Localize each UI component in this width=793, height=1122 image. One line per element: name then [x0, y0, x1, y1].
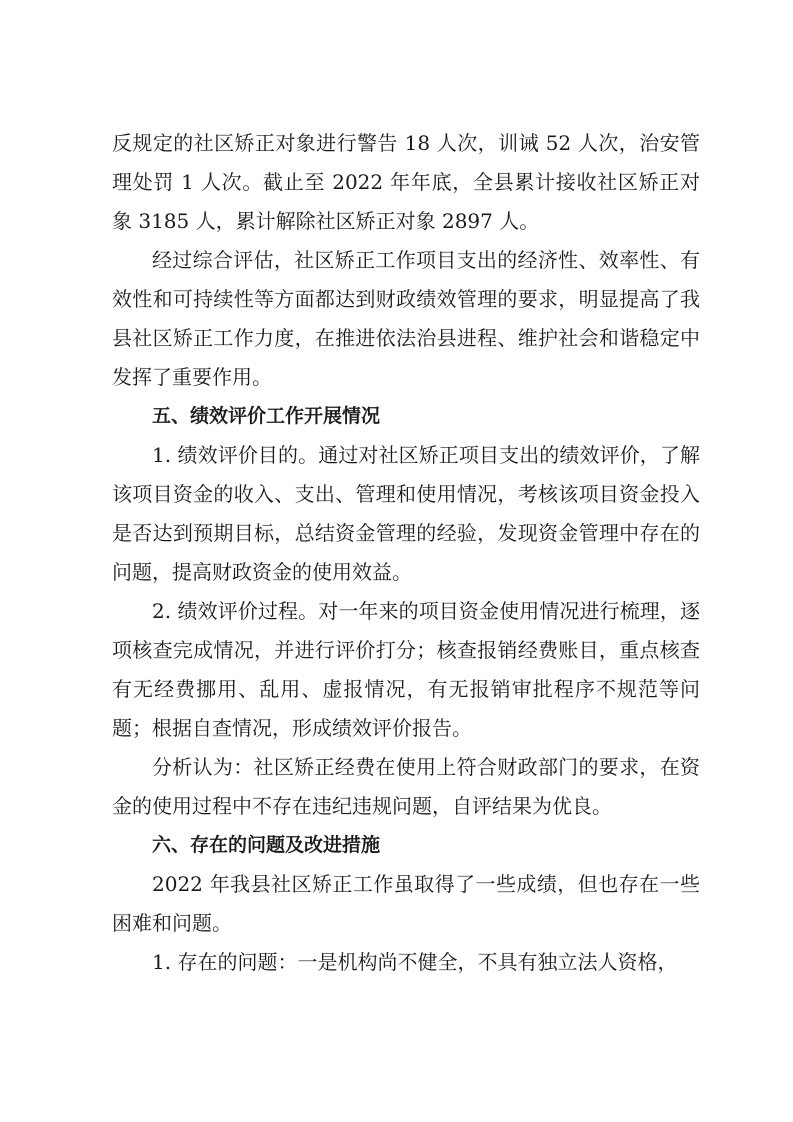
- paragraph-statistics-continued: 反规定的社区矫正对象进行警告 18 人次，训诫 52 人次，治安管理处罚 1 人次。截止至 2022 年年底，全县累计接收社区矫正对象 3185 人，累计解除社区矫正对象 2897 人。: [112, 131, 700, 233]
- document-body: [112, 124, 700, 982]
- section-heading-5: 五、绩效评价工作开展情况: [152, 405, 381, 427]
- paragraph-evaluation-purpose: 1. 绩效评价目的。通过对社区矫正项目支出的绩效评价，了解该项目资金的收入、支出、管理和使用情况，考核该项目资金投入是否达到预期目标，总结资金管理的经验，发现资金管理中存在的问题，提高财政资金的使用效益。: [112, 443, 700, 584]
- paragraph-problems-intro: 2022 年我县社区矫正工作虽取得了一些成绩，但也存在一些困难和问题。: [112, 872, 700, 935]
- section-heading-6: 六、存在的问题及改进措施: [152, 834, 381, 856]
- paragraph-existing-problems: 1. 存在的问题：一是机构尚不健全，不具有独立法人资格，: [152, 950, 678, 974]
- paragraph-evaluation-process: 2. 绩效评价过程。对一年来的项目资金使用情况进行梳理，逐项核查完成情况，并进行评价打分；核查报销经费账目，重点核查有无经费挪用、乱用、虚报情况，有无报销审批程序不规范等问题；根据自查情况，形成绩效评价报告。: [112, 599, 700, 740]
- paragraph-overall-evaluation: 经过综合评估，社区矫正工作项目支出的经济性、效率性、有效性和可持续性等方面都达到财政绩效管理的要求，明显提高了我县社区矫正工作力度，在推进依法治县进程、维护社会和谐稳定中发挥了重要作用。: [112, 248, 700, 389]
- paragraph-analysis-result: 分析认为：社区矫正经费在使用上符合财政部门的要求，在资金的使用过程中不存在违纪违规问题，自评结果为优良。: [112, 755, 700, 818]
